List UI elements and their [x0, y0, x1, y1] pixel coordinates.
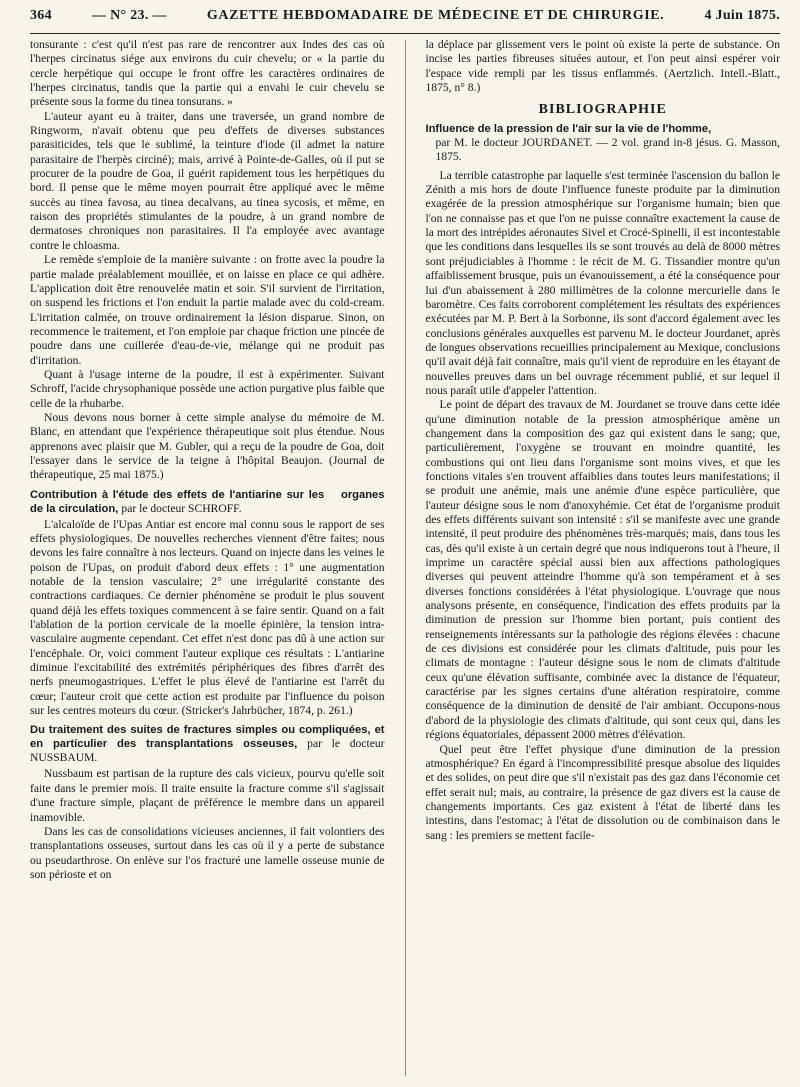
section-title-cont: organes de la circulation, — [30, 488, 385, 515]
section-author: par le docteur NUSSBAUM. — [30, 737, 385, 765]
section-heading-antiarine — [30, 488, 385, 516]
paragraph: Le remède s'emploie de la manière suivante : on frotte avec la poudre la partie malade préalablement mouillée, et on laisse en place ce qui adhère. L'application doit être renouvelée matin et soir. S'il survient de l'irritation, on suspend les frictions et l'on enduit la partie malade avec du cold-cream. L'irritation calmée, on trouve ordinairement la lésion disparue. Sinon, on recommence le traitement, et l'on emploie par chaque friction une pincée de poudre dans une cuillerée d'eau-de-vie, mélange qui ne produit pas d'irritation. — [30, 253, 385, 367]
book-entry — [425, 122, 780, 165]
paragraph: Le point de départ des travaux de M. Jourdanet se trouve dans cette idée qu'une diminution notable de la pression atmosphérique amène un changement dans la composition des gaz qui existent dans le sang; que, particulièrement, l'oxygène se trouvant en moindre quantité, les combustions qui ont lieu dans l'organisme sont moins vives, et que les fonctions vitales s'en trouvent affaiblies dans toutes leurs manifestations; il se produit une anémie, mais une anémie d'une espèce particulière, que l'auteur désigne sous le nom d'anoxyhémie. Cet état de l'organisme produit des effets différents suivant son intensité : s'il se manifeste avec une grande intensité, il peut produire des phénomènes très-marqués; mais, dans tous les cas, dès qu'il existe à un certain degré que nous indiquerons tout à l'heure, il imprime un caractère spécial aussi bien aux affections pathologiques diverses qui peuvent atteindre l'homme qu'à son tempérament et à ses diverses fonctions considérées à l'état physiologique. L'ouvrage que nous analysons présente, en conséquence, l'indication des effets produits par la diminution de pression sur l'homme bien portant, puis contient des renseignements intéressants sur la pathologie des régions élevées : chacune de ces divisions est considérée pour les climats d'altitude, puis pour les climats de montagne : l'auteur désigne sous le nom de climats d'altitude ceux qu'une élévation suffisante, combinée avec la distance de l'équateur, caractérise par les signes certains d'une altération respiratoire, comme conséquence de la diminution de densité de l'air ambiant. Occupons-nous d'abord de la physiologie des climats d'altitude, qui sont ceux qui, dans les régions équatoriales, dépassent 2000 mètres d'élévation. — [425, 398, 780, 742]
paragraph: Nussbaum est partisan de la rupture des cals vicieux, pourvu qu'elle soit faite dans le premier mois. Il traite ensuite la fracture comme s'il s'agissait d'une fracture simple, plaçant de préférence le membre dans un appareil inamovible. — [30, 767, 385, 824]
journal-title: GAZETTE HEBDOMADAIRE DE MÉDECINE ET DE CHIRURGIE. — [206, 8, 665, 23]
paragraph: la déplace par glissement vers le point où existe la perte de substance. On incise les parties fibreuses situées autour, et l'on peut ainsi espérer voir l'espace vide rempli par les tissus enflammés. (Aertzlich. Intell.-Blatt., 1875, n° 8.) — [425, 38, 780, 95]
paragraph: La terrible catastrophe par laquelle s'est terminée l'ascension du ballon le Zénith a mis hors de doute l'influence funeste produite par la diminution exagérée de la pression atmosphérique sur l'organisme humain; bien que l'on ne connaisse pas et que l'on ne puisse connaître exactement la cause de la mort des intrépides aéronautes Sivel et Crocé-Spinelli, il est incontestable que les conditions dans lesquelles ils se sont trouvés au delà de 8000 mètres sont préjudiciables à l'homme : le récit de M. G. Tissandier montre qu'un affaiblissement brusque, puis un évanouissement, a été la conséquence pour lui d'un abaissement à 280 millimètres de la colonne mercurielle dans le baromètre. Ces faits corroborent complétement les résultats des expériences exécutées par M. P. Bert à la Sorbonne, ils sont d'accord également avec les conclusions générales auxquelles est parvenu M. le docteur Jourdanet, après de longues observations recueillies principalement au Mexique, conclusions qu'il avait déjà fait connaître, mais qu'il vient de reproduire en les étayant de nouvelles preuves dans un bel ouvrage récemment publié, et sur lequel il nous paraît utile d'appeler l'attention. — [425, 168, 780, 397]
issue-number: — N° 23. — — [92, 8, 167, 23]
page-number: 364 — [30, 8, 52, 23]
paragraph: Dans les cas de consolidations vicieuses anciennes, il fait volontiers des transplantations osseuses, surtout dans les cas où il y a perte de substance ou pseudarthrose. On enlève sur l'os fracturé une lamelle osseuse munie de son périoste et on — [30, 824, 385, 881]
section-author: par le docteur SCHROFF. — [121, 501, 242, 515]
two-column-body — [30, 38, 780, 1078]
column-divider — [405, 40, 406, 1076]
bibliographie-heading: BIBLIOGRAPHIE — [538, 102, 667, 118]
book-title: Influence de la pression de l'air sur la vie de l'homme, — [425, 122, 712, 135]
right-column — [425, 38, 780, 1078]
issue-date: 4 Juin 1875. — [704, 8, 780, 23]
left-column — [30, 38, 385, 1078]
paragraph: L'alcaloïde de l'Upas Antiar est encore mal connu sous le rapport de ses effets physiologiques. De nouvelles recherches viennent d'être faites; nous devons les faire connaître à nos lecteurs. Quand on injecte dans les veines le poison de l'Upas, on produit d'abord deux effets : 1° une augmentation notable de la tension vasculaire; 2° une irrégularité constante des contractions cardiaques. Ce dernier phénomène se produit le plus souvent quand déjà les effets toxiques commencent à se faire sentir. Quand on a fait l'ablation de la portion cervicale de la moelle épinière, la tension intra-vasculaire augmente cependant. Cet effet n'est donc pas dû à une action sur l'encéphale. Or, voici comment l'auteur explique ces résultats : L'antiarine diminue l'excitabilité des extrémités périphériques des fibres d'arrêt des nerfs pneumogastriques. L'effet le plus élevé de l'antiarine est l'arrêt du cœur; l'auteur croit que cette action est produite par l'influence du poison sur les centres moteurs du cœur. (Stricker's Jahrbücher, 1874, p. 261.) — [30, 517, 385, 718]
book-details: par M. le docteur JOURDANET. — 2 vol. grand in-8 jésus. G. Masson, 1875. — [435, 136, 780, 164]
paragraph: Nous devons nous borner à cette simple analyse du mémoire de M. Blanc, en attendant que l'expérience thérapeutique soit plus étendue. Nous apprenons avec plaisir que M. Gubler, qui a reçu de la poudre de Goa, doit l'essayer dans le service de la teigne à l'hôpital Beaujon. (Journal de thérapeutique, 25 mai 1875.) — [30, 410, 385, 482]
paragraph: Quant à l'usage interne de la poudre, il est à expérimenter. Suivant Schroff, l'acide chrysophanique possède une action purgative plus faible que celle de la rhubarbe. — [30, 367, 385, 410]
running-head — [30, 0, 780, 34]
section-title: Du traitement des suites de fractures simples ou compliquées, et en particulier des transplantations osseuses, — [30, 724, 385, 751]
section-heading-fractures — [30, 723, 385, 765]
paragraph: L'auteur ayant eu à traiter, dans une traversée, un grand nombre de Ringworm, n'avait obtenu que peu d'effets de diverses substances parasiticides, tels que le sublimé, la teinture d'iode (il admet la nature parasitaire de l'herpès circiné); mais, arrivé à Pointe-de-Galles, où il put se procurer de la poudre de Goa, il guérit rapidement tous les herpétiques du bord. Il pense que le même moyen pourrait être appliqué avec le même succès au tinea favosa, au tinea decalvans, au tinea sycosis, et même, en raison des propriétés stimulantes de la poudre, à un grand nombre de dermatoses chroniques non parasitaires. Il l'a employée avec avantage contre le chloasma. — [30, 109, 385, 252]
paragraph: Quel peut être l'effet physique d'une diminution de la pression atmosphérique? En égard à l'incompressibilité presque absolue des liquides et des solides, on peut dire que s'il n'existait pas des gaz dans l'économie cet effet serait nul; mais, au contraire, la présence de gaz divers est la cause de changements importants. Ces gaz existent à l'état de liberté dans les intestins, dans l'estomac; à l'état de dissolution ou de combinaison dans le sang : les premiers se mettent facile- — [425, 742, 780, 842]
section-title: Contribution à l'étude des effets de l'antiarine sur les — [30, 488, 325, 501]
paragraph: tonsurante : c'est qu'il n'est pas rare de rencontrer aux Indes des cas où l'herpes circinatus siége aux environs du cuir chevelu; or « la partie du cercle herpétique qui occupe le front offre les caractères ordinaires de l'herpes circinatus, tandis que la partie qui a envahi le cuir chevelu se présente sous la forme du tinea tonsurans. » — [30, 38, 385, 109]
